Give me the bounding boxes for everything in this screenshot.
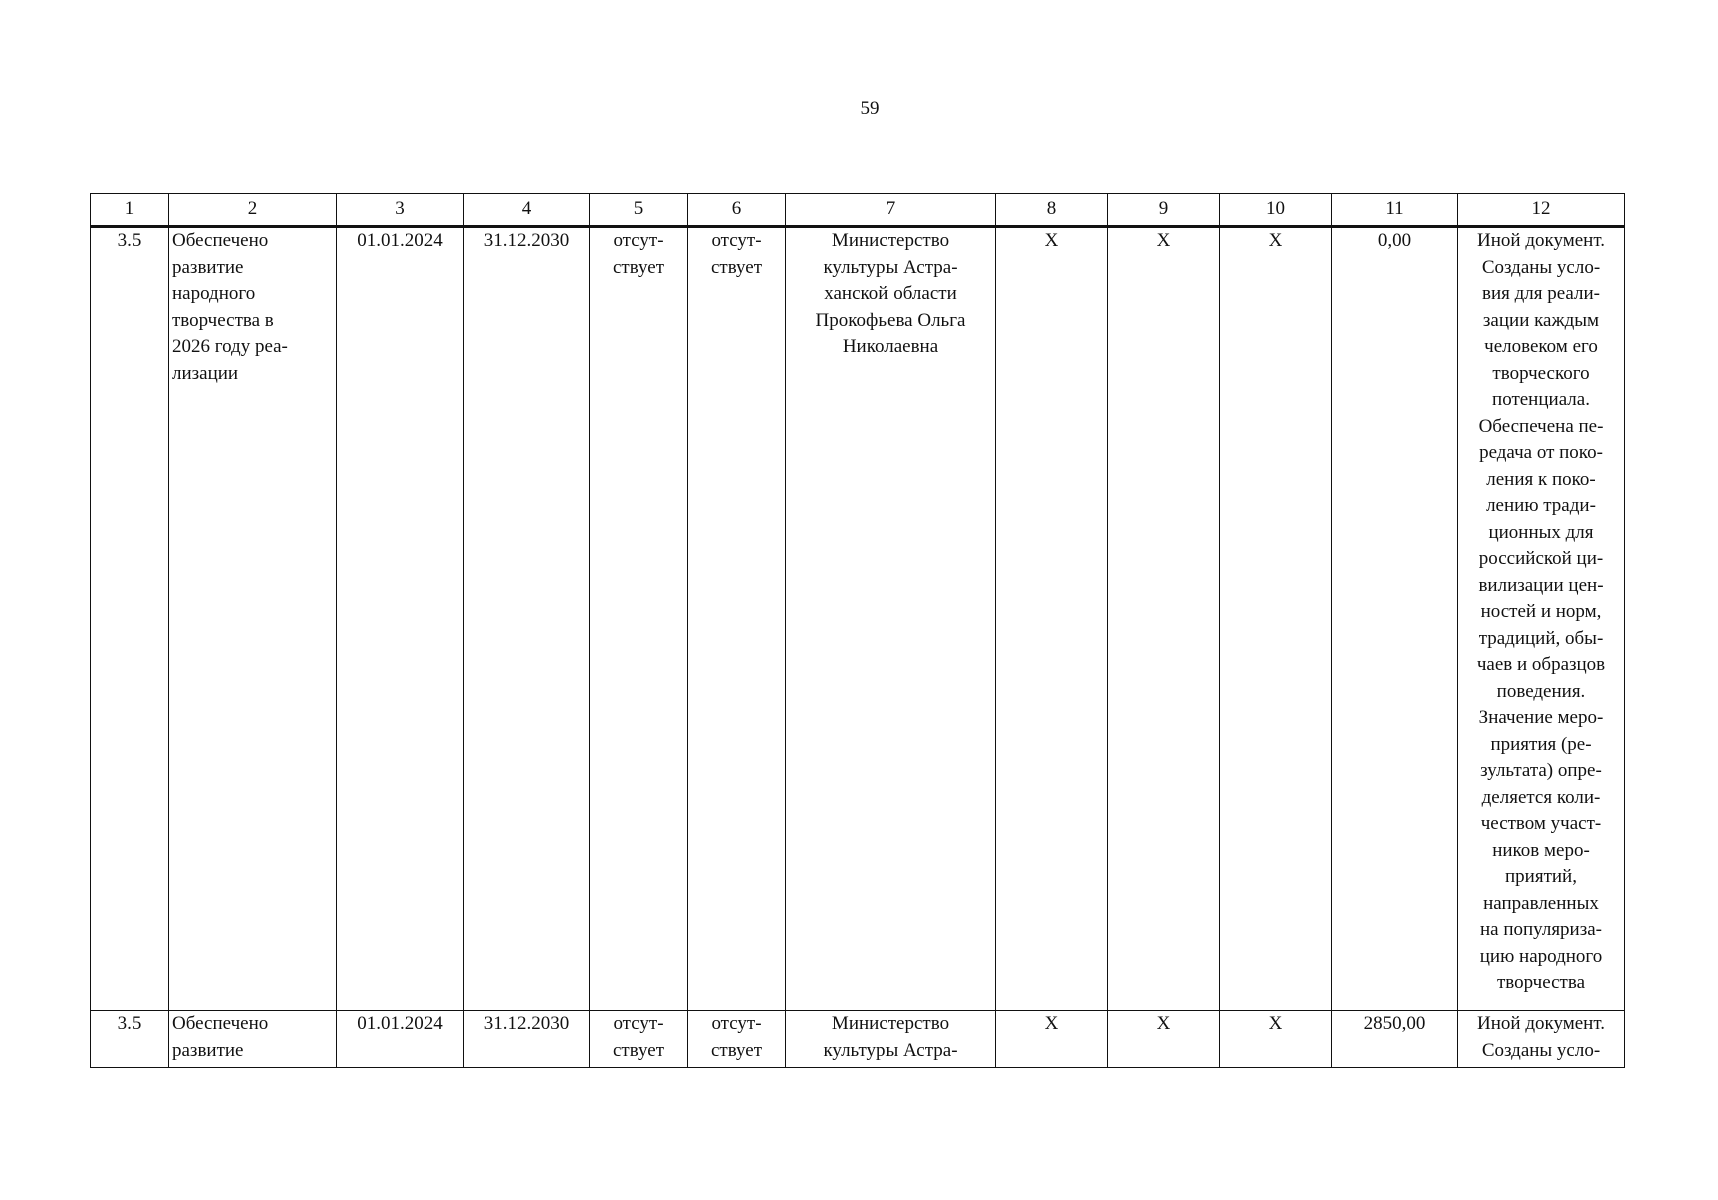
end-date-cell: 31.12.2030 — [464, 227, 590, 1011]
header-col-8: 8 — [996, 194, 1108, 227]
col10-cell: X — [1220, 227, 1332, 1011]
activity-name-cell: Обеспечено развитие народного творчества в 2026 году реа- лизации — [169, 227, 337, 1011]
table-row — [91, 227, 1625, 1011]
header-col-7: 7 — [786, 194, 996, 227]
header-col-2: 2 — [169, 194, 337, 227]
responsible-cell: Министерство культуры Астра- ханской области Прокофьева Ольга Николаевна — [786, 227, 996, 1011]
document-cell: Иной документ. Созданы усло- вия для реали- зации каждым человеком его творческого потенциала. Обеспечена пе- редача от поко- ления к поко- лению тради- ционных для российской ци- вилизации цен- ностей и норм, традиций, обы- чаев и образцов поведения. Значение меро- приятия (ре- зультата) опре- деляется коли- чеством участ- ников меро- приятий, направленных на популяриза- цию народного творчества — [1458, 227, 1625, 1011]
document-cell: Иной документ. Созданы усло- — [1458, 1011, 1625, 1068]
col9-cell: X — [1108, 227, 1220, 1011]
activities-table — [90, 193, 1625, 1068]
page-number: 59 — [860, 98, 880, 119]
header-col-5: 5 — [590, 194, 688, 227]
header-col-9: 9 — [1108, 194, 1220, 227]
table-row — [91, 1011, 1625, 1068]
col8-cell: X — [996, 1011, 1108, 1068]
activity-name-cell: Обеспечено развитие — [169, 1011, 337, 1068]
header-col-1: 1 — [91, 194, 169, 227]
table-body — [91, 227, 1625, 1068]
end-date-cell: 31.12.2030 — [464, 1011, 590, 1068]
col5-cell: отсут- ствует — [590, 227, 688, 1011]
row-number-cell: 3.5 — [91, 1011, 169, 1068]
header-col-12: 12 — [1458, 194, 1625, 227]
responsible-cell: Министерство культуры Астра- — [786, 1011, 996, 1068]
col9-cell: X — [1108, 1011, 1220, 1068]
header-col-11: 11 — [1332, 194, 1458, 227]
start-date-cell: 01.01.2024 — [337, 227, 464, 1011]
col8-cell: X — [996, 227, 1108, 1011]
header-row — [91, 194, 1625, 227]
amount-cell: 2850,00 — [1332, 1011, 1458, 1068]
col10-cell: X — [1220, 1011, 1332, 1068]
row-number-cell: 3.5 — [91, 227, 169, 1011]
header-col-4: 4 — [464, 194, 590, 227]
header-col-10: 10 — [1220, 194, 1332, 227]
header-col-6: 6 — [688, 194, 786, 227]
amount-cell: 0,00 — [1332, 227, 1458, 1011]
col6-cell: отсут- ствует — [688, 227, 786, 1011]
start-date-cell: 01.01.2024 — [337, 1011, 464, 1068]
col6-cell: отсут- ствует — [688, 1011, 786, 1068]
table-header — [91, 194, 1625, 227]
col5-cell: отсут- ствует — [590, 1011, 688, 1068]
header-col-3: 3 — [337, 194, 464, 227]
